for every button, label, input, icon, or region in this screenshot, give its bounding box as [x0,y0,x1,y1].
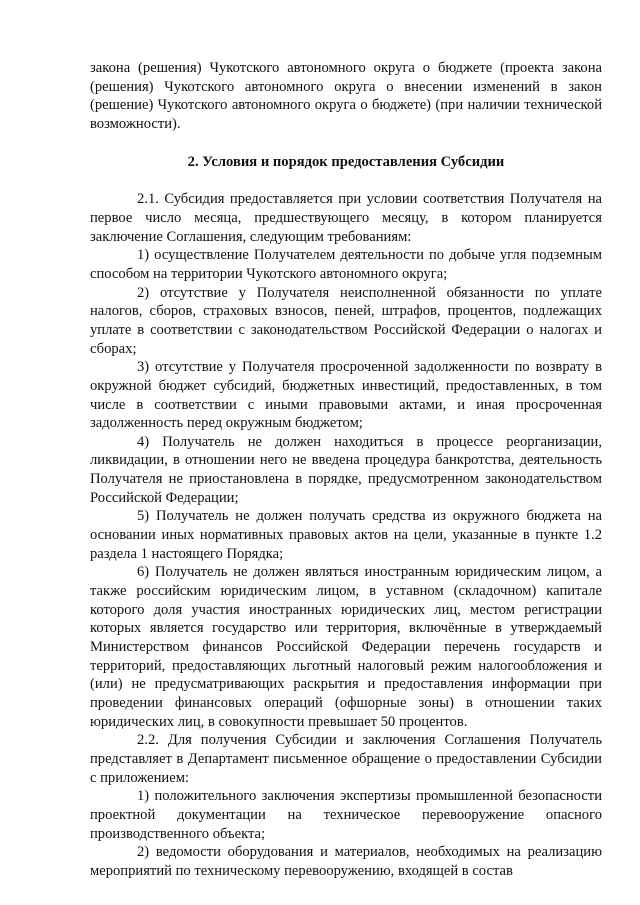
paragraph-continuation: закона (решения) Чукотского автономного округа о бюджете (проекта закона (решения) Чукотского автономного округа о внесении изменений в закон (решение) Чукотского автономного округа о бюджете) (при наличии технической возможности). [90,60,602,132]
requirement-3: 3) отсутствие у Получателя просроченной задолженности по возврату в окружной бюджет субсидий, бюджетных инвестиций, предоставленных, в том числе в соответствии с иными правовыми актами, и иная просроченная задолженность перед окружным бюджетом; [90,359,602,432]
paragraph-2-2: 2.2. Для получения Субсидии и заключения Соглашения Получатель представляет в Департамент письменное обращение о предоставлении Субсидии с приложением: [90,732,602,786]
requirement-2: 2) отсутствие у Получателя неисполненной обязанности по уплате налогов, сборов, страховых взносов, пеней, штрафов, процентов, подлежащих уплате в соответствии с законодательством Российской Федерации о налогах и сборах; [90,284,602,357]
requirement-5: 5) Получатель не должен получать средства из окружного бюджета на основании иных нормативных правовых актов на цели, указанные в пункте 1.2 раздела 1 настоящего Порядка; [90,508,602,562]
requirement-4: 4) Получатель не должен находиться в процессе реорганизации, ликвидации, в отношении него не введена процедура банкротства, деятельность Получателя не приостановлена в порядке, предусмотренном законодательством Российской Федерации; [90,433,602,506]
requirement-6: 6) Получатель не должен являться иностранным юридическим лицом, а также российским юридическим лицом, в уставном (складочном) капитале которого доля участия иностранных юридических лиц, местом регистрации которых является государство или территория, включённые в утверждаемый Министерством финансов Российской Федерации перечень государств и территорий, предоставляющих льготный налоговый режим налогообложения и (или) не предусматривающих раскрытия и предоставления информации при проведении финансовых операций (офшорные зоны) в отношении таких юридических лиц, в совокупности превышает 50 процентов. [90,564,602,730]
section-heading: 2. Условия и порядок предоставления Субсидии [187,153,505,170]
attachment-1: 1) положительного заключения экспертизы промышленной безопасности проектной документации на техническое перевооружение опасного производственного объекта; [90,788,602,842]
requirement-1: 1) осуществление Получателем деятельности по добыче угля подземным способом на территории Чукотского автономного округа; [90,247,602,282]
document-body [90,59,602,881]
paragraph-2-1: 2.1. Субсидия предоставляется при условии соответствия Получателя на первое число месяца, предшествующего месяцу, в котором планируется заключение Соглашения, следующим требованиям: [90,191,602,245]
attachment-2: 2) ведомости оборудования и материалов, необходимых на реализацию мероприятий по техническому перевооружению, входящей в состав [90,844,602,879]
